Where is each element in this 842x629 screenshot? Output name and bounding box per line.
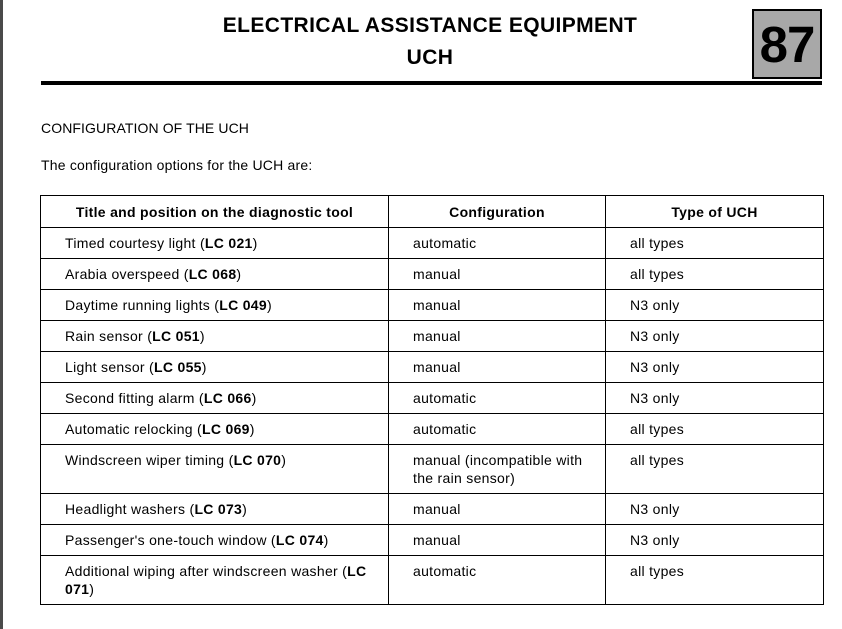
intro-text: The configuration options for the UCH are: bbox=[41, 157, 313, 173]
lc-code: LC 055 bbox=[154, 359, 202, 375]
table-row bbox=[41, 525, 824, 556]
cell-type: all types bbox=[606, 414, 824, 445]
lc-code: LC 074 bbox=[275, 532, 324, 548]
title-text: Daytime running lights ( bbox=[65, 297, 220, 313]
title-close: ) bbox=[242, 501, 248, 517]
table-row bbox=[41, 445, 824, 494]
cell-type: N3 only bbox=[606, 383, 824, 414]
title-text: Passenger's one-touch window ( bbox=[65, 532, 276, 548]
title-text: Automatic relocking ( bbox=[65, 421, 203, 437]
cell-type: all types bbox=[606, 228, 824, 259]
column-header-title: Title and position on the diagnostic tool bbox=[41, 196, 389, 228]
title-close: ) bbox=[249, 421, 255, 437]
title-close: ) bbox=[201, 359, 207, 375]
cell-configuration: manual bbox=[389, 525, 606, 556]
page-title: ELECTRICAL ASSISTANCE EQUIPMENT bbox=[222, 14, 638, 37]
table-header-row bbox=[41, 196, 824, 228]
title-close: ) bbox=[252, 235, 258, 251]
table-row bbox=[41, 414, 824, 445]
title-close: ) bbox=[89, 581, 95, 597]
lc-code: LC 021 bbox=[204, 235, 253, 251]
section-number-badge: 87 bbox=[752, 9, 822, 79]
cell-title bbox=[41, 228, 389, 259]
table-row bbox=[41, 321, 824, 352]
cell-title bbox=[41, 290, 389, 321]
cell-configuration: manual bbox=[389, 494, 606, 525]
cell-configuration: manual bbox=[389, 321, 606, 352]
cell-type: all types bbox=[606, 556, 824, 605]
cell-type: N3 only bbox=[606, 352, 824, 383]
table-row bbox=[41, 383, 824, 414]
lc-code: LC 073 bbox=[194, 501, 243, 517]
cell-title bbox=[41, 494, 389, 525]
cell-configuration: automatic bbox=[389, 383, 606, 414]
cell-title bbox=[41, 383, 389, 414]
page-left-border bbox=[0, 0, 3, 629]
table-row bbox=[41, 494, 824, 525]
title-close: ) bbox=[251, 390, 257, 406]
cell-type: N3 only bbox=[606, 494, 824, 525]
lc-code: LC 051 bbox=[152, 328, 200, 344]
title-text: Windscreen wiper timing ( bbox=[65, 452, 234, 468]
cell-configuration: manual (incompatible with the rain sensor) bbox=[389, 445, 606, 494]
table-row bbox=[41, 352, 824, 383]
lc-code: LC 069 bbox=[202, 421, 250, 437]
cell-configuration: automatic bbox=[389, 228, 606, 259]
page-subtitle: UCH bbox=[406, 46, 454, 69]
cell-title bbox=[41, 259, 389, 290]
cell-configuration: manual bbox=[389, 290, 606, 321]
title-text: Additional wiping after windscreen washer ( bbox=[65, 563, 348, 579]
cell-configuration: automatic bbox=[389, 556, 606, 605]
lc-code: LC 070 bbox=[233, 452, 282, 468]
lc-code: LC 049 bbox=[219, 297, 267, 313]
table-row bbox=[41, 556, 824, 605]
cell-configuration: manual bbox=[389, 352, 606, 383]
title-text: Arabia overspeed ( bbox=[65, 266, 189, 282]
cell-type: all types bbox=[606, 445, 824, 494]
title-text: Rain sensor ( bbox=[65, 328, 153, 344]
lc-code: LC 066 bbox=[203, 390, 252, 406]
cell-type: all types bbox=[606, 259, 824, 290]
section-heading: CONFIGURATION OF THE UCH bbox=[41, 120, 249, 136]
column-header-type: Type of UCH bbox=[606, 196, 824, 228]
title-text: Timed courtesy light ( bbox=[65, 235, 205, 251]
table-row bbox=[41, 290, 824, 321]
cell-title bbox=[41, 556, 389, 605]
column-header-configuration: Configuration bbox=[389, 196, 606, 228]
lc-code: LC 071 bbox=[65, 563, 367, 597]
cell-configuration: manual bbox=[389, 259, 606, 290]
configuration-table bbox=[40, 195, 824, 605]
lc-code: LC 068 bbox=[188, 266, 237, 282]
cell-title bbox=[41, 414, 389, 445]
cell-title bbox=[41, 445, 389, 494]
title-close: ) bbox=[281, 452, 287, 468]
title-close: ) bbox=[236, 266, 242, 282]
cell-type: N3 only bbox=[606, 290, 824, 321]
title-close: ) bbox=[323, 532, 329, 548]
cell-title bbox=[41, 352, 389, 383]
header-divider bbox=[41, 81, 822, 85]
cell-title bbox=[41, 525, 389, 556]
cell-type: N3 only bbox=[606, 525, 824, 556]
table-row bbox=[41, 259, 824, 290]
title-text: Second fitting alarm ( bbox=[65, 390, 204, 406]
title-close: ) bbox=[199, 328, 205, 344]
table-row bbox=[41, 228, 824, 259]
title-text: Headlight washers ( bbox=[65, 501, 195, 517]
cell-title bbox=[41, 321, 389, 352]
cell-configuration: automatic bbox=[389, 414, 606, 445]
title-text: Light sensor ( bbox=[65, 359, 155, 375]
cell-type: N3 only bbox=[606, 321, 824, 352]
title-close: ) bbox=[266, 297, 272, 313]
